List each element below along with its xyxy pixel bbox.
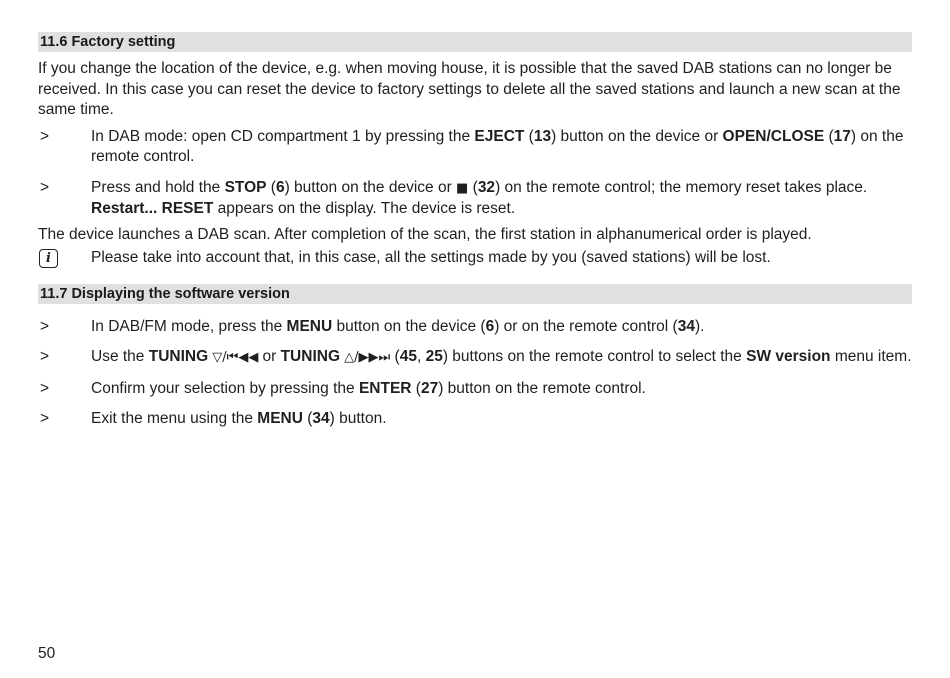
page-number: 50: [38, 645, 56, 662]
step-text: Confirm your selection by pressing the ENTER (27) button on the remote control.: [91, 379, 646, 397]
step-marker: >: [40, 348, 50, 365]
section-heading-software-version: 11.7 Displaying the software version: [38, 284, 912, 304]
step-item: [38, 379, 912, 400]
info-icon: i: [38, 248, 91, 269]
step-text: In DAB/FM mode, press the MENU button on the device (6) or on the remote control (34).: [91, 317, 705, 335]
step-text: Exit the menu using the MENU (34) button.: [91, 410, 387, 427]
step-item: [38, 409, 912, 430]
step-item: [38, 127, 912, 168]
step-marker: >: [40, 410, 50, 427]
step-marker: >: [40, 317, 50, 335]
after-paragraph: The device launches a DAB scan. After completion of the scan, the first station in alphanumerical order is played.: [38, 225, 812, 243]
manual-page: [38, 32, 912, 430]
step-item: [38, 317, 912, 338]
step-item: [38, 178, 912, 220]
step-marker: >: [40, 379, 50, 397]
step-text: Use the TUNING ▽/⏮◀◀ or TUNING △/▶▶⏭ (45, 25) buttons on the remote control to select the SW version menu item.: [91, 348, 912, 365]
note-item: [38, 248, 912, 269]
step-marker: >: [40, 178, 50, 196]
intro-paragraph: If you change the location of the device, e.g. when moving house, it is possible that the saved DAB stations can no longer be received. In this case you can reset the device to factory settings to delete all the saved stations and launch a new scan at the same time.: [38, 60, 901, 118]
step-item: [38, 347, 912, 369]
step-marker: >: [40, 127, 50, 145]
tuning-down-icon: ▽/⏮◀◀: [208, 350, 263, 365]
stop-square-icon: ■: [456, 180, 469, 196]
step-text: Press and hold the STOP (6) button on the device or ■ (32) on the remote control; the memory reset takes place. Restart... RESET appears on the display. The device is reset.: [91, 178, 868, 217]
step-text: In DAB mode: open CD compartment 1 by pressing the EJECT (13) button on the device or OPEN/CLOSE (17) on the remote control.: [91, 127, 904, 165]
tuning-up-icon: △/▶▶⏭: [340, 350, 391, 365]
section-heading-factory-setting: 11.6 Factory setting: [38, 32, 912, 52]
note-text: Please take into account that, in this case, all the settings made by you (saved stations) will be lost.: [91, 249, 771, 266]
